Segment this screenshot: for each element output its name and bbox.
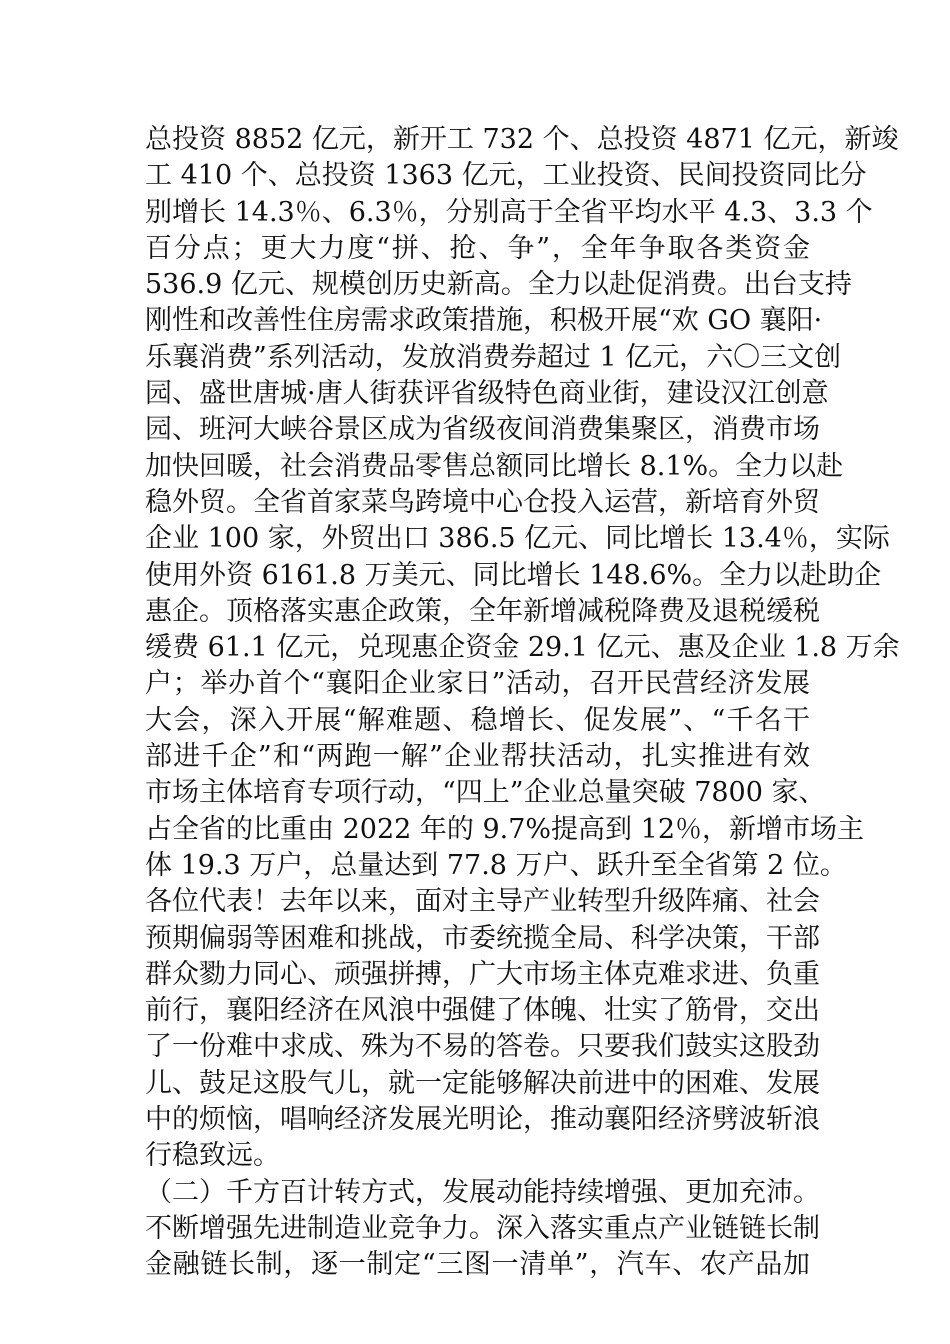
text-line: 缓费 61.1 亿元，兑现惠企资金 29.1 亿元、惠及企业 1.8 万余 [145,632,900,664]
text-line: 市场主体培育专项行动，“四上”企业总量突破 7800 家、 [145,777,826,809]
text-line: 儿、鼓足这股气儿，就一定能够解决前进中的困难、发展 [145,1067,820,1099]
text-line: 园、班河大峡谷景区成为省级夜间消费集聚区，消费市场 [145,414,820,446]
text-line: 企业 100 家，外贸出口 386.5 亿元、同比增长 13.4％，实际 [145,523,890,555]
body-text [145,122,900,1284]
text-line: 占全省的比重由 2022 年的 9.7%提高到 12％，新增市场主 [145,813,864,845]
text-line: 了一份难中求成、殊为不易的答卷。只要我们鼓实这股劲 [145,1031,820,1063]
text-line: 工 410 个、总投资 1363 亿元，工业投资、民间投资同比分 [145,160,867,192]
text-line: 金融链长制，逐一制定“三图一清单”，汽车、农产品加 [145,1249,810,1281]
text-line: 中的烦恼，唱响经济发展光明论，推动襄阳经济劈波斩浪 [145,1104,820,1136]
text-line: 不断增强先进制造业竞争力。深入落实重点产业链链长制 [145,1212,820,1244]
text-line: 行稳致远。 [145,1140,280,1172]
text-line: 百分点；更大力度“拼、抢、争”，全年争取各类资金 [145,232,810,264]
text-line: 大会，深入开展“解难题、稳增长、促发展”、“千名干 [145,704,810,736]
text-line: 稳外贸。全省首家菜鸟跨境中心仓投入运营，新培育外贸 [145,486,820,518]
text-line: 户；举办首个“襄阳企业家日”活动，召开民营经济发展 [145,668,810,700]
text-line: 总投资 8852 亿元，新开工 732 个、总投资 4871 亿元，新竣 [145,124,899,155]
text-line: 惠企。顶格落实惠企政策，全年新增减税降费及退税缓税 [145,595,820,627]
text-line: 加快回暖，社会消费品零售总额同比增长 8.1%。全力以赴 [145,450,844,482]
text-line: 别增长 14.3％、6.3％，分别高于全省平均水平 4.3、3.3 个 [145,196,873,228]
text-line: 使用外资 6161.8 万美元、同比增长 148.6%。全力以赴助企 [145,559,882,591]
text-line: 536.9 亿元、规模创历史新高。全力以赴促消费。出台支持 [145,269,852,301]
text-line: （二）千方百计转方式，发展动能持续增强、更加充沛。 [145,1176,820,1208]
text-line: 前行，襄阳经济在风浪中强健了体魄、壮实了筋骨，交出 [145,995,820,1027]
text-line: 各位代表！去年以来，面对主导产业转型升级阵痛、社会 [145,886,820,918]
text-line: 群众勠力同心、顽强拼搏，广大市场主体克难求进、负重 [145,958,820,990]
text-line: 体 19.3 万户，总量达到 77.8 万户、跃升至全省第 2 位。 [145,849,847,881]
text-line: 乐襄消费”系列活动，发放消费券超过 1 亿元，六〇三文创 [145,341,842,373]
text-line: 预期偏弱等困难和挑战，市委统揽全局、科学决策，干部 [145,922,820,954]
text-line: 部进千企”和“两跑一解”企业帮扶活动，扎实推进有效 [145,741,810,773]
text-line: 园、盛世唐城·唐人街获评省级特色商业街，建设汉江创意 [145,378,829,410]
text-line: 刚性和改善性住房需求政策措施，积极开展“欢 GO 襄阳· [145,305,823,337]
